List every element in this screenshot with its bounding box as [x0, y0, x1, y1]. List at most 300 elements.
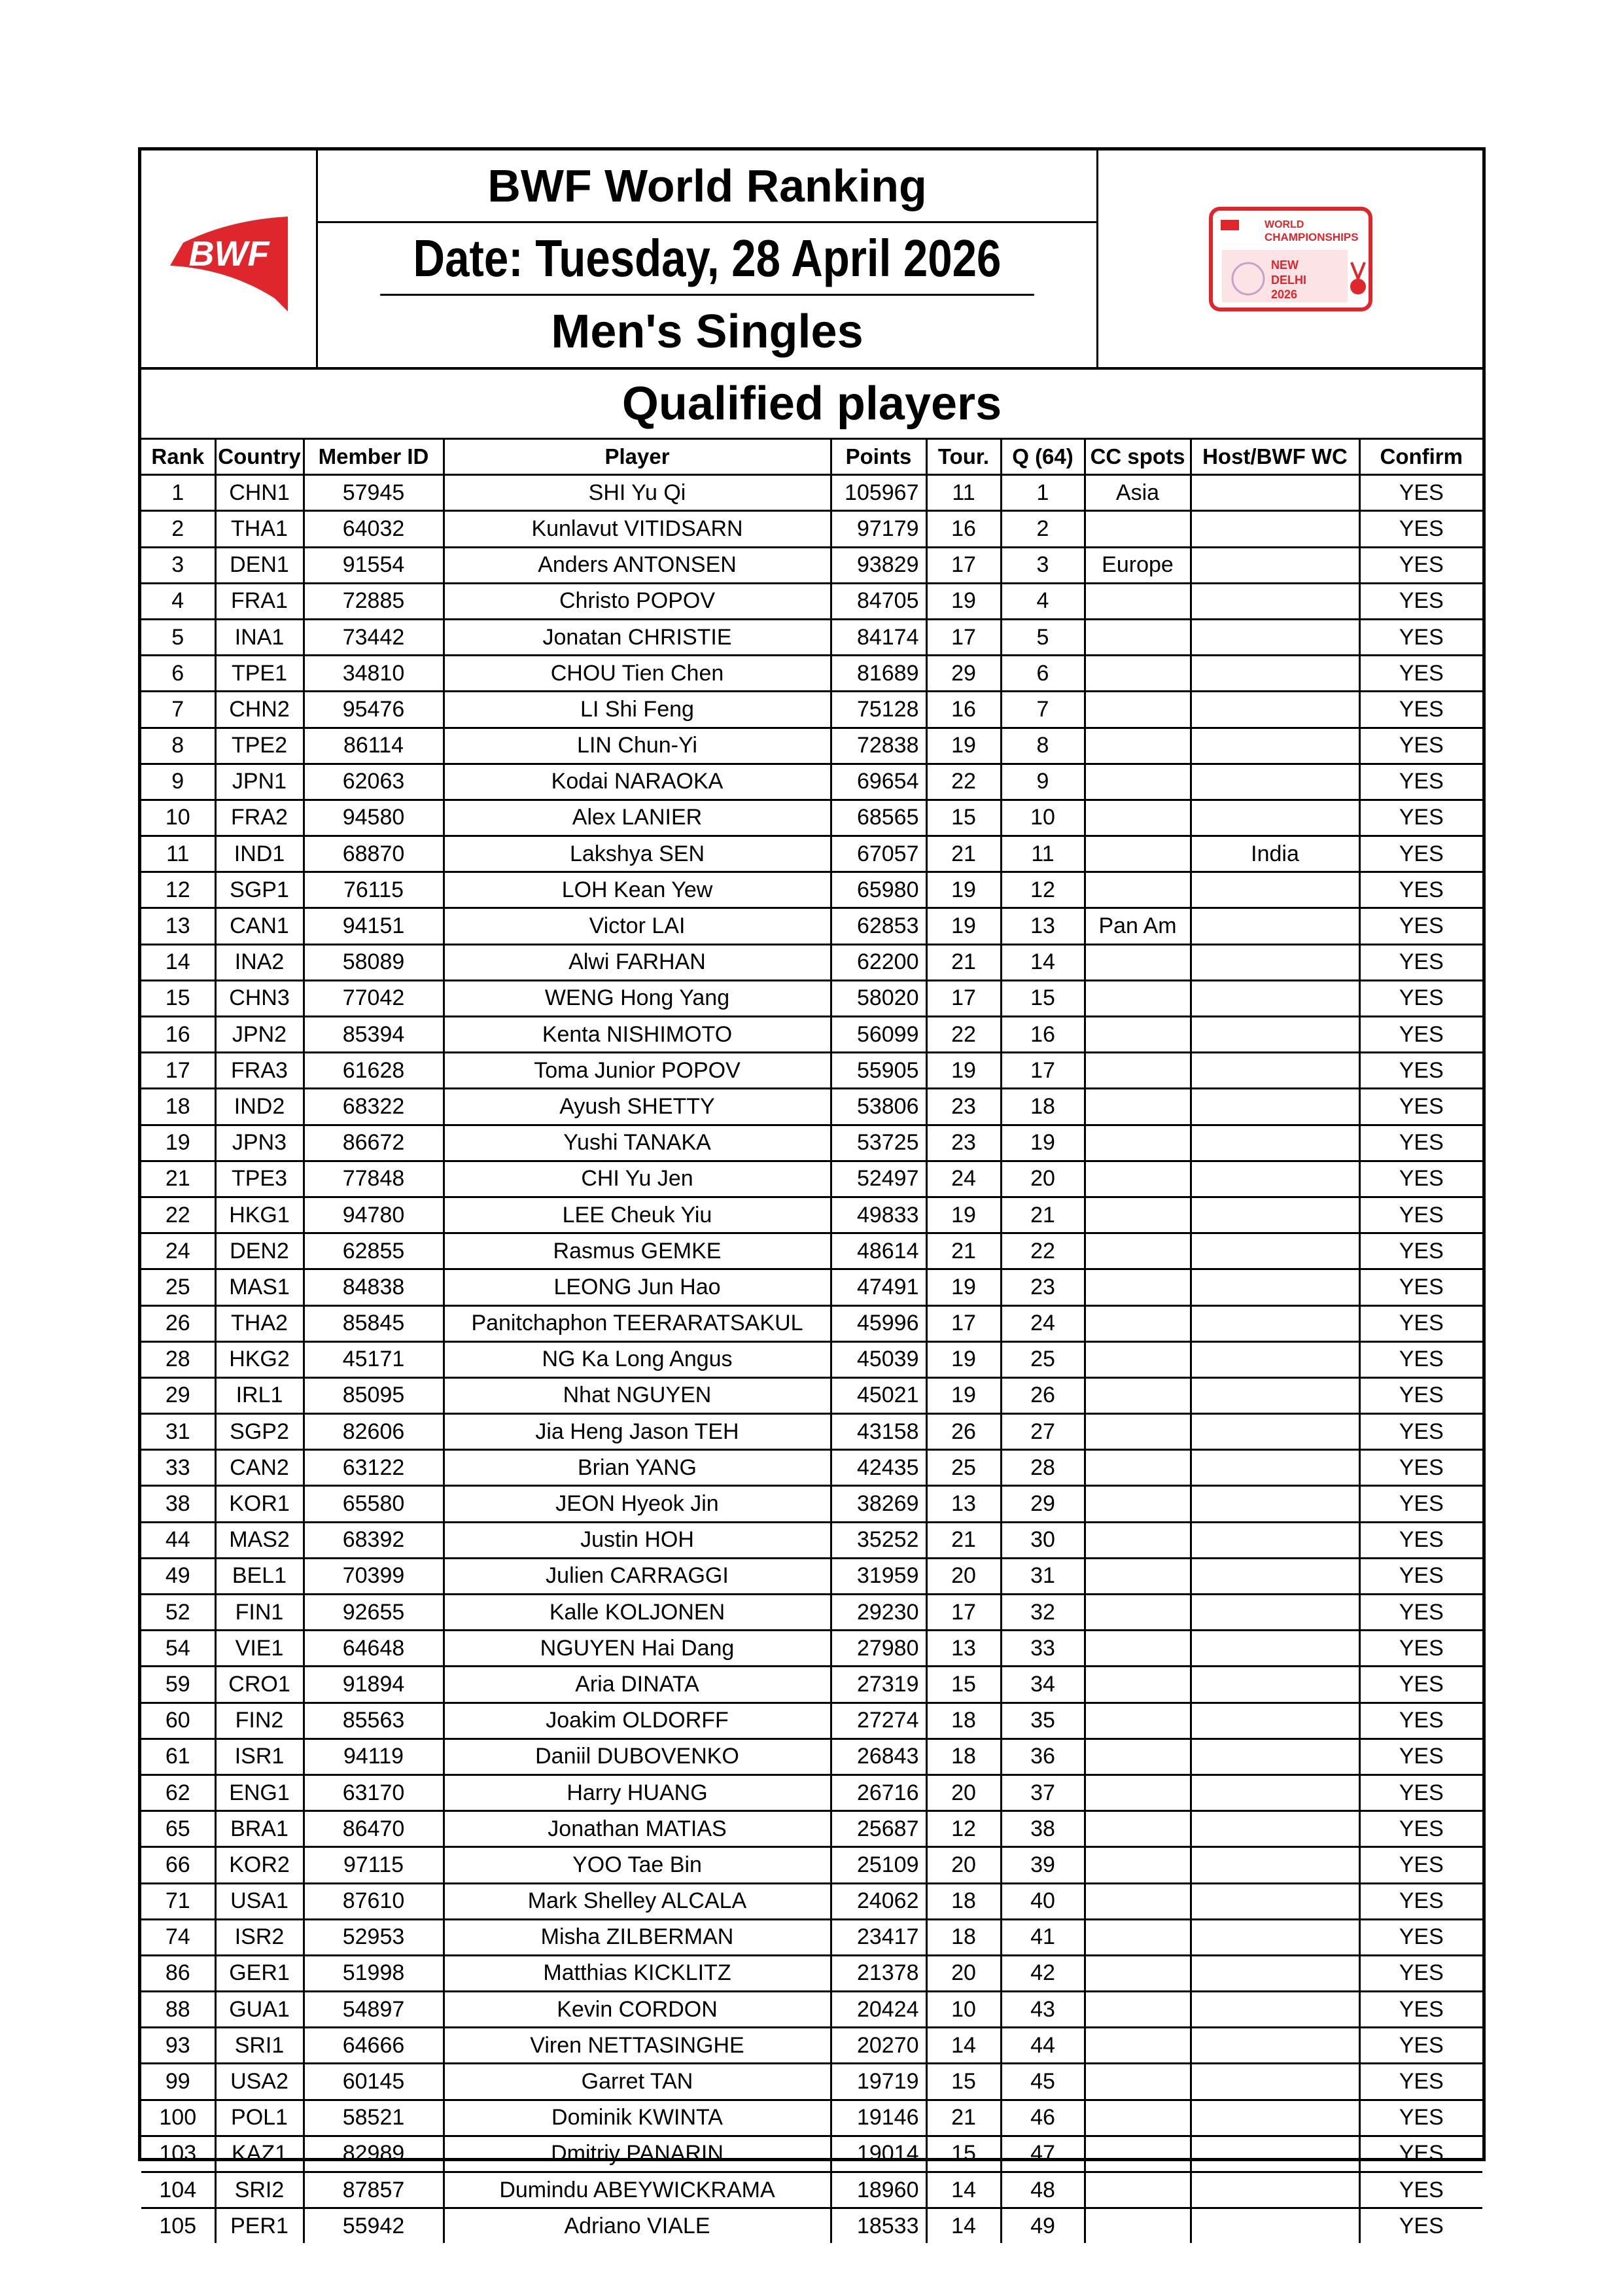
table-row — [141, 692, 1482, 728]
col-cc-spots-cell — [1085, 2136, 1191, 2172]
col-confirm-cell: YES — [1359, 2064, 1482, 2100]
col-q64-cell: 28 — [1001, 1450, 1085, 1486]
col-player-cell: Panitchaphon TEERARATSAKUL — [444, 1305, 831, 1341]
col-cc-spots-cell — [1085, 1450, 1191, 1486]
col-player-cell: WENG Hong Yang — [444, 980, 831, 1016]
col-q64-cell: 37 — [1001, 1775, 1085, 1810]
col-q64-cell: 45 — [1001, 2064, 1085, 2100]
col-confirm-cell: YES — [1359, 944, 1482, 980]
col-cc-spots-cell — [1085, 2172, 1191, 2208]
col-country-cell: FIN1 — [215, 1595, 304, 1631]
col-country-cell: JPN1 — [215, 764, 304, 800]
col-member-id-cell: 76115 — [304, 872, 444, 908]
col-country-cell: ISR2 — [215, 1919, 304, 1955]
col-q64-cell: 2 — [1001, 511, 1085, 547]
col-cc-spots-cell — [1085, 1847, 1191, 1883]
col-country-cell: MAS2 — [215, 1522, 304, 1558]
col-host-cell — [1191, 547, 1359, 583]
col-rank-cell: 22 — [141, 1197, 215, 1233]
col-player-cell: Jonatan CHRISTIE — [444, 619, 831, 655]
col-confirm-cell: YES — [1359, 1558, 1482, 1594]
col-member-id-cell: 64648 — [304, 1631, 444, 1667]
col-tournaments-cell: 11 — [926, 475, 1001, 511]
ranking-table — [141, 440, 1482, 2243]
col-country-cell: CAN1 — [215, 908, 304, 944]
col-cc-spots-cell — [1085, 944, 1191, 980]
table-row — [141, 1919, 1482, 1955]
col-q64-cell: 3 — [1001, 547, 1085, 583]
col-rank-cell: 2 — [141, 511, 215, 547]
col-points-cell: 56099 — [831, 1017, 926, 1053]
col-member-id-cell: 84838 — [304, 1269, 444, 1305]
col-cc-spots-cell — [1085, 728, 1191, 764]
svg-text:2026: 2026 — [1270, 287, 1297, 301]
col-q64-cell: 26 — [1001, 1377, 1085, 1413]
col-rank-cell: 33 — [141, 1450, 215, 1486]
col-host-cell — [1191, 2208, 1359, 2244]
col-host-cell — [1191, 1053, 1359, 1089]
col-country-cell: SRI1 — [215, 2028, 304, 2064]
col-cc-spots-header: CC spots — [1085, 440, 1191, 475]
col-confirm-cell: YES — [1359, 728, 1482, 764]
col-player-cell: Victor LAI — [444, 908, 831, 944]
col-rank-cell: 103 — [141, 2136, 215, 2172]
col-player-cell: Aria DINATA — [444, 1667, 831, 1703]
col-tournaments-cell: 13 — [926, 1631, 1001, 1667]
col-player-cell: LEE Cheuk Yiu — [444, 1197, 831, 1233]
col-points-cell: 49833 — [831, 1197, 926, 1233]
col-confirm-cell: YES — [1359, 1161, 1482, 1197]
col-member-id-cell: 87857 — [304, 2172, 444, 2208]
col-tournaments-cell: 19 — [926, 1341, 1001, 1377]
table-row — [141, 1558, 1482, 1594]
table-row — [141, 1703, 1482, 1739]
col-points-cell: 27319 — [831, 1667, 926, 1703]
col-player-header: Player — [444, 440, 831, 475]
col-points-cell: 18960 — [831, 2172, 926, 2208]
col-host-cell — [1191, 1125, 1359, 1161]
col-player-cell: Matthias KICKLITZ — [444, 1955, 831, 1991]
table-row — [141, 1992, 1482, 2028]
col-host-cell — [1191, 1883, 1359, 1919]
col-rank-cell: 16 — [141, 1017, 215, 1053]
col-q64-cell: 25 — [1001, 1341, 1085, 1377]
col-cc-spots-cell — [1085, 980, 1191, 1016]
col-confirm-cell: YES — [1359, 1811, 1482, 1847]
col-member-id-cell: 94151 — [304, 908, 444, 944]
col-host-cell — [1191, 1558, 1359, 1594]
col-host-cell — [1191, 475, 1359, 511]
page-title: BWF World Ranking — [318, 150, 1096, 223]
table-row — [141, 1197, 1482, 1233]
col-cc-spots-cell — [1085, 1739, 1191, 1775]
col-confirm-cell: YES — [1359, 1341, 1482, 1377]
col-member-id-cell: 85394 — [304, 1017, 444, 1053]
col-q64-header: Q (64) — [1001, 440, 1085, 475]
col-points-cell: 20424 — [831, 1992, 926, 2028]
col-player-cell: LEONG Jun Hao — [444, 1269, 831, 1305]
col-member-id-cell: 58089 — [304, 944, 444, 980]
col-cc-spots-cell — [1085, 1775, 1191, 1810]
col-country-header: Country — [215, 440, 304, 475]
col-player-cell: Misha ZILBERMAN — [444, 1919, 831, 1955]
col-confirm-cell: YES — [1359, 1233, 1482, 1269]
col-tournaments-cell: 19 — [926, 583, 1001, 619]
title-block — [318, 150, 1096, 367]
table-row — [141, 728, 1482, 764]
table-row — [141, 2208, 1482, 2244]
col-country-cell: IRL1 — [215, 1377, 304, 1413]
col-player-cell: Kodai NARAOKA — [444, 764, 831, 800]
col-rank-cell: 86 — [141, 1955, 215, 1991]
col-tournaments-cell: 18 — [926, 1883, 1001, 1919]
col-rank-cell: 65 — [141, 1811, 215, 1847]
col-host-cell — [1191, 1089, 1359, 1125]
col-points-cell: 52497 — [831, 1161, 926, 1197]
col-cc-spots-cell — [1085, 1197, 1191, 1233]
col-confirm-cell: YES — [1359, 2172, 1482, 2208]
col-member-id-cell: 91894 — [304, 1667, 444, 1703]
col-country-cell: THA1 — [215, 511, 304, 547]
col-rank-cell: 93 — [141, 2028, 215, 2064]
col-rank-cell: 12 — [141, 872, 215, 908]
col-country-cell: CHN2 — [215, 692, 304, 728]
col-country-cell: SGP2 — [215, 1414, 304, 1450]
col-confirm-cell: YES — [1359, 1269, 1482, 1305]
col-tournaments-cell: 19 — [926, 908, 1001, 944]
col-rank-cell: 104 — [141, 2172, 215, 2208]
col-country-cell: GER1 — [215, 1955, 304, 1991]
col-cc-spots-cell — [1085, 511, 1191, 547]
table-row — [141, 511, 1482, 547]
col-tournaments-cell: 14 — [926, 2208, 1001, 2244]
col-q64-cell: 1 — [1001, 475, 1085, 511]
col-country-cell: IND1 — [215, 836, 304, 872]
svg-text:DELHI: DELHI — [1270, 273, 1306, 287]
svg-text:NEW: NEW — [1270, 258, 1299, 272]
col-q64-cell: 11 — [1001, 836, 1085, 872]
col-rank-cell: 44 — [141, 1522, 215, 1558]
col-confirm-cell: YES — [1359, 511, 1482, 547]
col-player-cell: Viren NETTASINGHE — [444, 2028, 831, 2064]
col-country-cell: ENG1 — [215, 1775, 304, 1810]
col-q64-cell: 7 — [1001, 692, 1085, 728]
col-host-cell — [1191, 1595, 1359, 1631]
col-rank-cell: 15 — [141, 980, 215, 1016]
col-points-cell: 43158 — [831, 1414, 926, 1450]
col-host-cell — [1191, 1775, 1359, 1810]
col-cc-spots-cell — [1085, 836, 1191, 872]
col-confirm-cell: YES — [1359, 1522, 1482, 1558]
col-cc-spots-cell — [1085, 1305, 1191, 1341]
col-rank-cell: 1 — [141, 475, 215, 511]
col-country-cell: IND2 — [215, 1089, 304, 1125]
col-rank-cell: 26 — [141, 1305, 215, 1341]
col-cc-spots-cell — [1085, 1089, 1191, 1125]
col-player-cell: Yushi TANAKA — [444, 1125, 831, 1161]
col-q64-cell: 47 — [1001, 2136, 1085, 2172]
col-rank-cell: 5 — [141, 619, 215, 655]
col-points-cell: 65980 — [831, 872, 926, 908]
col-q64-cell: 41 — [1001, 1919, 1085, 1955]
col-country-cell: JPN2 — [215, 1017, 304, 1053]
col-player-cell: Adriano VIALE — [444, 2208, 831, 2244]
col-confirm-cell: YES — [1359, 1667, 1482, 1703]
col-tournaments-cell: 23 — [926, 1125, 1001, 1161]
col-host-cell — [1191, 1017, 1359, 1053]
col-member-id-cell: 92655 — [304, 1595, 444, 1631]
col-member-id-cell: 97115 — [304, 1847, 444, 1883]
col-host-cell — [1191, 1739, 1359, 1775]
col-tournaments-cell: 14 — [926, 2028, 1001, 2064]
col-host-header: Host/BWF WC — [1191, 440, 1359, 475]
col-confirm-cell: YES — [1359, 619, 1482, 655]
col-host-cell — [1191, 583, 1359, 619]
table-row — [141, 1883, 1482, 1919]
col-rank-cell: 28 — [141, 1341, 215, 1377]
col-q64-cell: 32 — [1001, 1595, 1085, 1631]
col-tournaments-cell: 25 — [926, 1450, 1001, 1486]
col-country-cell: INA1 — [215, 619, 304, 655]
col-cc-spots-cell — [1085, 1703, 1191, 1739]
col-points-cell: 38269 — [831, 1486, 926, 1522]
col-rank-header: Rank — [141, 440, 215, 475]
svg-text:CHAMPIONSHIPS: CHAMPIONSHIPS — [1264, 230, 1359, 243]
col-points-cell: 81689 — [831, 656, 926, 692]
table-row — [141, 656, 1482, 692]
col-cc-spots-cell — [1085, 1631, 1191, 1667]
col-country-cell: KOR1 — [215, 1486, 304, 1522]
table-row — [141, 1377, 1482, 1413]
col-confirm-cell: YES — [1359, 764, 1482, 800]
col-member-id-cell: 87610 — [304, 1883, 444, 1919]
table-row — [141, 836, 1482, 872]
col-points-cell: 19719 — [831, 2064, 926, 2100]
col-points-cell: 29230 — [831, 1595, 926, 1631]
table-row — [141, 1811, 1482, 1847]
col-member-id-header: Member ID — [304, 440, 444, 475]
col-points-cell: 19014 — [831, 2136, 926, 2172]
col-points-cell: 68565 — [831, 800, 926, 836]
col-points-cell: 42435 — [831, 1450, 926, 1486]
col-player-cell: LIN Chun-Yi — [444, 728, 831, 764]
col-cc-spots-cell — [1085, 1883, 1191, 1919]
col-confirm-cell: YES — [1359, 1595, 1482, 1631]
col-tournaments-cell: 19 — [926, 728, 1001, 764]
col-points-cell: 67057 — [831, 836, 926, 872]
col-q64-cell: 46 — [1001, 2100, 1085, 2136]
col-confirm-cell: YES — [1359, 1053, 1482, 1089]
col-country-cell: KAZ1 — [215, 2136, 304, 2172]
col-host-cell — [1191, 728, 1359, 764]
col-tournaments-cell: 21 — [926, 2100, 1001, 2136]
col-cc-spots-cell — [1085, 1667, 1191, 1703]
col-cc-spots-cell — [1085, 2208, 1191, 2244]
col-tournaments-cell: 22 — [926, 1017, 1001, 1053]
col-confirm-cell: YES — [1359, 1919, 1482, 1955]
world-championships-logo — [1209, 207, 1372, 311]
col-cc-spots-cell — [1085, 2100, 1191, 2136]
table-row — [141, 2172, 1482, 2208]
col-country-cell: ISR1 — [215, 1739, 304, 1775]
table-row — [141, 475, 1482, 511]
table-row — [141, 2100, 1482, 2136]
col-tournaments-cell: 16 — [926, 692, 1001, 728]
col-points-cell: 45996 — [831, 1305, 926, 1341]
col-member-id-cell: 94119 — [304, 1739, 444, 1775]
col-points-cell: 105967 — [831, 475, 926, 511]
col-tournaments-cell: 17 — [926, 619, 1001, 655]
col-q64-cell: 18 — [1001, 1089, 1085, 1125]
col-confirm-cell: YES — [1359, 800, 1482, 836]
col-confirm-cell: YES — [1359, 836, 1482, 872]
col-host-cell — [1191, 1450, 1359, 1486]
col-confirm-cell: YES — [1359, 1089, 1482, 1125]
col-player-cell: Jonathan MATIAS — [444, 1811, 831, 1847]
col-player-cell: Garret TAN — [444, 2064, 831, 2100]
col-q64-cell: 22 — [1001, 1233, 1085, 1269]
col-tournaments-cell: 20 — [926, 1558, 1001, 1594]
col-player-cell: Alex LANIER — [444, 800, 831, 836]
col-q64-cell: 19 — [1001, 1125, 1085, 1161]
col-tournaments-cell: 15 — [926, 2136, 1001, 2172]
col-q64-cell: 31 — [1001, 1558, 1085, 1594]
col-rank-cell: 18 — [141, 1089, 215, 1125]
col-rank-cell: 6 — [141, 656, 215, 692]
col-country-cell: GUA1 — [215, 1992, 304, 2028]
col-tournaments-cell: 17 — [926, 1595, 1001, 1631]
col-tournaments-cell: 22 — [926, 764, 1001, 800]
col-player-cell: Toma Junior POPOV — [444, 1053, 831, 1089]
table-row — [141, 908, 1482, 944]
col-q64-cell: 21 — [1001, 1197, 1085, 1233]
bwf-logo — [164, 207, 294, 311]
col-q64-cell: 40 — [1001, 1883, 1085, 1919]
table-row — [141, 2136, 1482, 2172]
col-player-cell: Jia Heng Jason TEH — [444, 1414, 831, 1450]
col-q64-cell: 30 — [1001, 1522, 1085, 1558]
table-row — [141, 800, 1482, 836]
col-tournaments-cell: 29 — [926, 656, 1001, 692]
col-confirm-cell: YES — [1359, 1486, 1482, 1522]
col-host-cell — [1191, 2172, 1359, 2208]
col-tournaments-cell: 15 — [926, 800, 1001, 836]
col-points-cell: 26843 — [831, 1739, 926, 1775]
col-player-cell: Joakim OLDORFF — [444, 1703, 831, 1739]
col-confirm-cell: YES — [1359, 1414, 1482, 1450]
col-member-id-cell: 85845 — [304, 1305, 444, 1341]
table-row — [141, 1161, 1482, 1197]
col-country-cell: SGP1 — [215, 872, 304, 908]
col-rank-cell: 29 — [141, 1377, 215, 1413]
col-q64-cell: 36 — [1001, 1739, 1085, 1775]
col-host-cell — [1191, 980, 1359, 1016]
col-country-cell: FRA1 — [215, 583, 304, 619]
col-rank-cell: 49 — [141, 1558, 215, 1594]
col-rank-cell: 13 — [141, 908, 215, 944]
col-host-cell — [1191, 1847, 1359, 1883]
col-rank-cell: 9 — [141, 764, 215, 800]
col-confirm-cell: YES — [1359, 475, 1482, 511]
col-tournaments-cell: 17 — [926, 1305, 1001, 1341]
col-cc-spots-cell — [1085, 619, 1191, 655]
col-tournaments-cell: 19 — [926, 1377, 1001, 1413]
col-country-cell: CHN1 — [215, 475, 304, 511]
col-member-id-cell: 95476 — [304, 692, 444, 728]
col-player-cell: JEON Hyeok Jin — [444, 1486, 831, 1522]
col-host-cell — [1191, 2064, 1359, 2100]
col-points-cell: 47491 — [831, 1269, 926, 1305]
col-host-cell — [1191, 2136, 1359, 2172]
col-q64-cell: 48 — [1001, 2172, 1085, 2208]
table-row — [141, 1955, 1482, 1991]
col-host-cell — [1191, 872, 1359, 908]
col-player-cell: Rasmus GEMKE — [444, 1233, 831, 1269]
col-tournaments-cell: 19 — [926, 1269, 1001, 1305]
col-country-cell: CHN3 — [215, 980, 304, 1016]
col-points-cell: 69654 — [831, 764, 926, 800]
col-rank-cell: 99 — [141, 2064, 215, 2100]
col-tournaments-cell: 21 — [926, 944, 1001, 980]
col-country-cell: BEL1 — [215, 1558, 304, 1594]
col-points-cell: 23417 — [831, 1919, 926, 1955]
col-q64-cell: 38 — [1001, 1811, 1085, 1847]
table-row — [141, 1089, 1482, 1125]
col-member-id-cell: 86114 — [304, 728, 444, 764]
col-points-cell: 72838 — [831, 728, 926, 764]
col-cc-spots-cell — [1085, 2028, 1191, 2064]
col-confirm-cell: YES — [1359, 908, 1482, 944]
section-subtitle: Qualified players — [141, 370, 1482, 440]
col-rank-cell: 105 — [141, 2208, 215, 2244]
col-points-cell: 45039 — [831, 1341, 926, 1377]
col-player-cell: Ayush SHETTY — [444, 1089, 831, 1125]
table-body — [141, 475, 1482, 2244]
col-rank-cell: 54 — [141, 1631, 215, 1667]
col-host-cell — [1191, 908, 1359, 944]
col-host-cell — [1191, 1341, 1359, 1377]
col-member-id-cell: 55942 — [304, 2208, 444, 2244]
col-cc-spots-cell — [1085, 1955, 1191, 1991]
col-q64-cell: 20 — [1001, 1161, 1085, 1197]
col-member-id-cell: 86470 — [304, 1811, 444, 1847]
col-q64-cell: 34 — [1001, 1667, 1085, 1703]
col-tournaments-cell: 21 — [926, 1233, 1001, 1269]
col-host-cell — [1191, 1703, 1359, 1739]
col-rank-cell: 60 — [141, 1703, 215, 1739]
col-member-id-cell: 94580 — [304, 800, 444, 836]
col-confirm-cell: YES — [1359, 547, 1482, 583]
col-confirm-cell: YES — [1359, 2028, 1482, 2064]
col-rank-cell: 19 — [141, 1125, 215, 1161]
col-member-id-cell: 85095 — [304, 1377, 444, 1413]
col-tournaments-cell: 14 — [926, 2172, 1001, 2208]
bwf-logo-text: BWF — [188, 234, 269, 274]
col-cc-spots-cell — [1085, 1414, 1191, 1450]
col-member-id-cell: 68870 — [304, 836, 444, 872]
table-row — [141, 1233, 1482, 1269]
col-country-cell: POL1 — [215, 2100, 304, 2136]
table-row — [141, 2064, 1482, 2100]
col-confirm-cell: YES — [1359, 1992, 1482, 2028]
col-points-cell: 75128 — [831, 692, 926, 728]
col-points-cell: 53806 — [831, 1089, 926, 1125]
col-tournaments-cell: 26 — [926, 1414, 1001, 1450]
col-rank-cell: 66 — [141, 1847, 215, 1883]
col-q64-cell: 33 — [1001, 1631, 1085, 1667]
col-member-id-cell: 61628 — [304, 1053, 444, 1089]
col-tournaments-cell: 15 — [926, 2064, 1001, 2100]
